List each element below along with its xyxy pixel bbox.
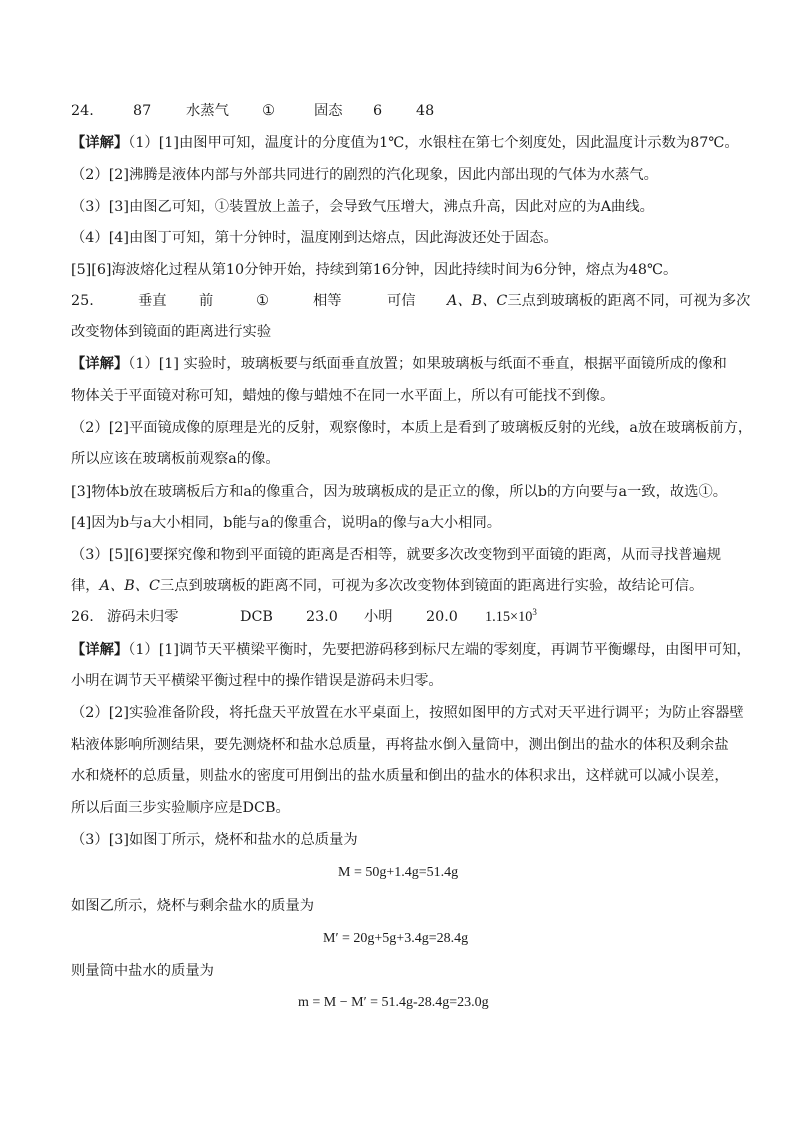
q24-detail-line-3: （3）[3]由图乙可知，①装置放上盖子，会导致气压增大，沸点升高，因此对应的为A曲线。 [71, 199, 654, 215]
q24-answer-5: 6 [373, 103, 383, 119]
q26-answer-2: DCB [240, 609, 273, 625]
q25-answer-row-cont: 改变物体到镜面的距离进行实验 [71, 324, 272, 340]
q24-detail-line-4: （4）[4]由图丁可知，第十分钟时，温度刚到达熔点，因此海波还处于固态。 [71, 230, 558, 246]
q25-answer-6 [447, 291, 750, 311]
q25-detail-line-3: （2）[2]平面镜成像的原理是光的反射，观察像时，本质上是看到了玻璃板反射的光线，a放在玻璃板前方， [71, 420, 753, 436]
q26-detail-line-5: 水和烧杯的总质量，则盐水的密度可用倒出的盐水质量和倒出的盐水的体积求出，这样就可以减小误差， [71, 768, 729, 784]
q26-detail-label: 【详解】 [71, 642, 129, 658]
q24-detail-label: 【详解】 [71, 135, 129, 151]
q26-formula-poured-mass [298, 993, 489, 1013]
q24-answer-3: ① [262, 103, 275, 119]
q26-formula-3-text: m = M − M′ = 51.4g-28.4g=23.0g [298, 995, 489, 1010]
q25-detail-line-5: [3]物体b放在玻璃板后方和a的像重合，因为玻璃板成的是正立的像，所以b的方向要与a一致，故选①。 [71, 484, 728, 500]
q24-answer-6: 48 [416, 103, 435, 119]
q25-detail-line-1 [71, 354, 727, 374]
q26-formula-remaining-mass [323, 929, 468, 949]
q26-detail-line-8: 如图乙所示，烧杯与剩余盐水的质量为 [71, 898, 315, 914]
q26-detail-line-2: 小明在调节天平横梁平衡过程中的操作错误是游码未归零。 [71, 673, 443, 689]
q26-formula-total-mass [338, 863, 458, 883]
q25-detail-line-7: （3）[5][6]要探究像和物到平面镜的距离是否相等，就要多次改变物到平面镜的距离，从而寻找普遍规 [71, 547, 722, 563]
q25-detail-line-8 [71, 576, 703, 596]
q25-answer-3: ① [256, 293, 269, 309]
q26-formula-2-text: M′ = 20g+5g+3.4g=28.4g [323, 931, 469, 946]
q26-detail-line-7: （3）[3]如图丁所示，烧杯和盐水的总质量为 [71, 832, 358, 848]
q26-detail-line-9: 则量筒中盐水的质量为 [71, 963, 214, 979]
q25-detail-line-6: [4]因为b与a大小相同，b能与a的像重合，说明a的像与a大小相同。 [71, 515, 502, 531]
q25-answer-6-text: 三点到玻璃板的距离不同，可视为多次 [507, 293, 751, 309]
q24-detail-line-1 [71, 133, 739, 153]
q24-answer-1: 87 [133, 103, 152, 119]
q25-answer-row [71, 291, 751, 311]
q25-answer-6-points: A、B、C [447, 293, 508, 309]
q26-detail-line-1 [71, 640, 751, 660]
q25-detail-label: 【详解】 [71, 356, 129, 372]
q26-density-base: 1.15×10 [485, 609, 533, 625]
q26-answer-5: 20.0 [426, 609, 458, 625]
q26-detail-line-4: 粘液体影响所测结果，要先测烧杯和盐水总质量，再将盐水倒入量筒中，测出倒出的盐水的体积及剩余盐 [71, 737, 729, 753]
q25-detail-text-8a: 律， [71, 578, 100, 594]
q24-detail-text-1: （1）[1]由图甲可知，温度计的分度值为1℃，水银柱在第七个刻度处，因此温度计示数为87℃。 [128, 135, 739, 151]
q26-answer-4: 小明 [364, 609, 393, 625]
q24-answer-4: 固态 [314, 103, 343, 119]
q26-answer-6 [485, 607, 537, 627]
q25-number: 25. [71, 293, 94, 309]
q26-answer-3: 23.0 [306, 609, 338, 625]
q24-number: 24. [71, 103, 94, 119]
q25-answer-1: 垂直 [138, 293, 167, 309]
q25-answer-5: 可信 [387, 293, 416, 309]
q25-detail-line-2: 物体关于平面镜对称可知，蜡烛的像与蜡烛不在同一水平面上，所以有可能找不到像。 [71, 388, 615, 404]
q26-density-exp: 3 [532, 607, 537, 617]
q25-detail-points: A、B、C [99, 578, 160, 594]
q24-detail-line-2: （2）[2]沸腾是液体内部与外部共同进行的剧烈的汽化现象，因此内部出现的气体为水蒸气。 [71, 167, 658, 183]
q25-answer-2: 前 [199, 293, 214, 309]
q26-answer-1: 游码未归零 [107, 609, 179, 625]
q24-answer-2: 水蒸气 [186, 103, 229, 119]
q26-detail-text-1: （1）[1]调节天平横梁平衡时，先要把游码移到标尺左端的零刻度，再调节平衡螺母，由图甲可知， [128, 642, 751, 658]
q25-detail-text-1: （1）[1] 实验时，玻璃板要与纸面垂直放置；如果玻璃板与纸面不垂直，根据平面镜所成的像和 [128, 356, 727, 372]
q25-answer-4: 相等 [313, 293, 342, 309]
q24-answer-row [71, 101, 435, 121]
q25-detail-text-8b: 三点到玻璃板的距离不同，可视为多次改变物体到镜面的距离进行实验，故结论可信。 [159, 578, 704, 594]
q26-formula-1-text: M = 50g+1.4g=51.4g [338, 865, 459, 880]
q24-detail-line-5: [5][6]海波熔化过程从第10分钟开始，持续到第16分钟，因此持续时间为6分钟，熔点为48℃。 [71, 262, 678, 278]
q25-detail-line-4: 所以应该在玻璃板前观察a的像。 [71, 451, 280, 467]
q26-number: 26. [71, 609, 94, 625]
q26-detail-line-3: （2）[2]实验准备阶段，将托盘天平放置在水平桌面上，按照如图甲的方式对天平进行调平；为防止容器壁 [71, 705, 744, 721]
q26-detail-line-6: 所以后面三步实验顺序应是DCB。 [71, 800, 290, 816]
